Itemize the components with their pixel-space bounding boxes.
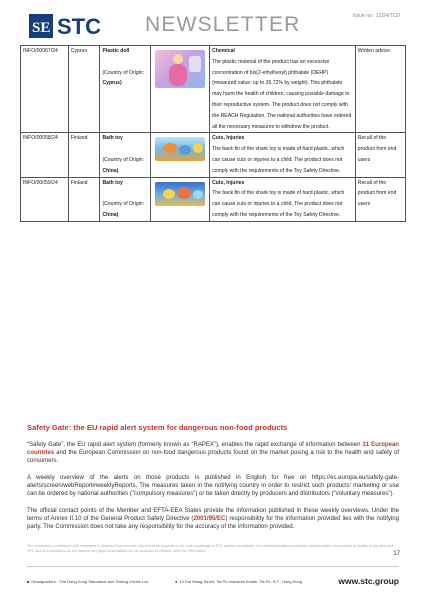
product-origin-label: (Country of Origin: xyxy=(102,69,145,76)
risk-title: Chemical xyxy=(212,48,235,54)
building-icon: ■ xyxy=(27,579,30,584)
website-link[interactable]: www.stc.group xyxy=(338,576,399,586)
newsletter-header xyxy=(0,0,425,46)
alert-country: Cyprus xyxy=(68,46,100,133)
product-image-cell xyxy=(150,133,209,177)
product-origin-value: China xyxy=(102,167,117,174)
risk-cell xyxy=(210,133,356,177)
risk-description: The plastic material of the product has an excessive concentration of bis(2-ethylhexyl) phthalate (DEHP) (measured value: up to 35.72% by weight). This phthalate may harm the health of children, causing possible damage to their reproductive system. The product does not comply with the REACH Regulation. The national authorities have ordered all the necessary measures to withdrew the product. xyxy=(212,58,352,130)
weekly-overview-paragraph: A weekly overview of the alerts on those products is published in English for free on https://ec.europa.eu/safety-gate-alerts/screen/webReport#weeklyReports. The measures taken in the notifying country in order to restrict such products' marketing or use can be ordered by national authorities ("compulsory measures") or be taken directly by producers and distributors ("voluntary measures"). xyxy=(27,475,399,498)
section-title: Safety Gate: the EU rapid alert system for dangerous non-food products xyxy=(27,423,288,432)
location-pin-icon: ● xyxy=(175,579,178,584)
intro-paragraph: “Safety Gate”, the EU rapid alert system (formerly known as “RAPEX”), enables the rapid exchange of information between 31 European countries and the European Commission on non-food dangerous products found on the market posing a risk to the health and safety of consumers. xyxy=(27,442,399,465)
highlight-countries: 31 European countries xyxy=(27,442,399,457)
newsletter-title: NEWSLETTER xyxy=(145,13,301,36)
contact-points-paragraph: The official contact points of the Member and EFTA-EEA States provide the information published in these weekly overviews. Under the terms of Annex II.10 of the General Product Safety Directive (2001/95/EC) responsibility for the information provided lies with the notifying party. The Commission does not take any responsibility for the accuracy of the information provided. xyxy=(27,508,399,531)
measures-taken: Recall of the product from end users xyxy=(355,177,405,221)
product-cell: Bath toy (Country of Origin: China) xyxy=(100,177,150,221)
risk-description: The back fin of the shark toy is made of hard plastic, which can cause cuts or injuries to a child. The product does not comply with the requirements of the Toy Safety Directive. xyxy=(212,146,345,174)
alert-ref: INFO/00067/24 xyxy=(21,46,69,133)
issue-number: Issue no.: 12/24/TCD xyxy=(352,13,400,19)
product-name: Plastic doll xyxy=(102,48,130,54)
disclaimer: The information contained in this newsletter is obtained from sources believed to be accurate to the best knowledge of STC and its subsidiaries. It is distributed without warranty, representation, inducement or liability of any kind and STC and its subsidiaries do not assume any legal responsibility for the accuracy or reliance upon the information. xyxy=(27,544,394,554)
footer-divider xyxy=(27,566,399,567)
table-row xyxy=(21,133,406,177)
shark-bath-toy-photo xyxy=(155,182,205,206)
measures-taken: Written advice xyxy=(355,46,405,133)
risk-cell xyxy=(210,177,356,221)
alert-ref: INFO/00058/24 xyxy=(21,133,69,177)
page-number: 17 xyxy=(393,551,400,557)
safety-gate-products-table xyxy=(20,45,406,222)
risk-title: Cuts, Injuries xyxy=(212,135,245,142)
risk-description: The back fin of the shark toy is made of hard plastic, which can cause cuts or injuries to a child. The product does not comply with the requirements of the Toy Safety Directive. xyxy=(212,190,345,218)
product-name: Bath toy xyxy=(102,179,123,186)
stc-logo xyxy=(29,14,113,38)
alert-country: Finland xyxy=(68,177,100,221)
product-origin-label: (Country of Origin: xyxy=(102,156,145,163)
product-origin-label: (Country of Origin: xyxy=(102,201,145,208)
table-row xyxy=(21,177,406,221)
svg-text:SE: SE xyxy=(32,20,51,36)
product-image-cell xyxy=(150,177,209,221)
risk-cell xyxy=(210,46,356,133)
product-name: Bath toy xyxy=(102,135,123,142)
product-image-cell xyxy=(150,46,209,133)
product-cell: Bath toy (Country of Origin: China) xyxy=(100,133,150,177)
footer-address: ● 10 Dai Wang Street, Tai Po Industrial Estate, Tai Po, N.T., Hong Kong xyxy=(175,579,303,584)
product-cell: Plastic doll (Country of Origin: Cyprus) xyxy=(100,46,150,133)
highlight-directive: 2001/95/EC xyxy=(193,516,226,523)
risk-title: Cuts, Injuries xyxy=(212,179,245,186)
measures-taken: Recall of the product from end users xyxy=(355,133,405,177)
table-row xyxy=(21,46,406,133)
svg-text:STC: STC xyxy=(57,14,101,38)
shark-bath-toy-photo xyxy=(155,137,205,161)
alert-country: Finland xyxy=(68,133,100,177)
product-origin-value: China xyxy=(102,211,117,218)
alert-ref: INFO/00059/24 xyxy=(21,177,69,221)
doll-product-photo xyxy=(155,50,205,88)
footer-headquarters: ■ Headquarters - The Hong Kong Standards and Testing Centre Ltd. xyxy=(27,579,149,584)
product-origin-value: Cyprus xyxy=(102,80,120,87)
